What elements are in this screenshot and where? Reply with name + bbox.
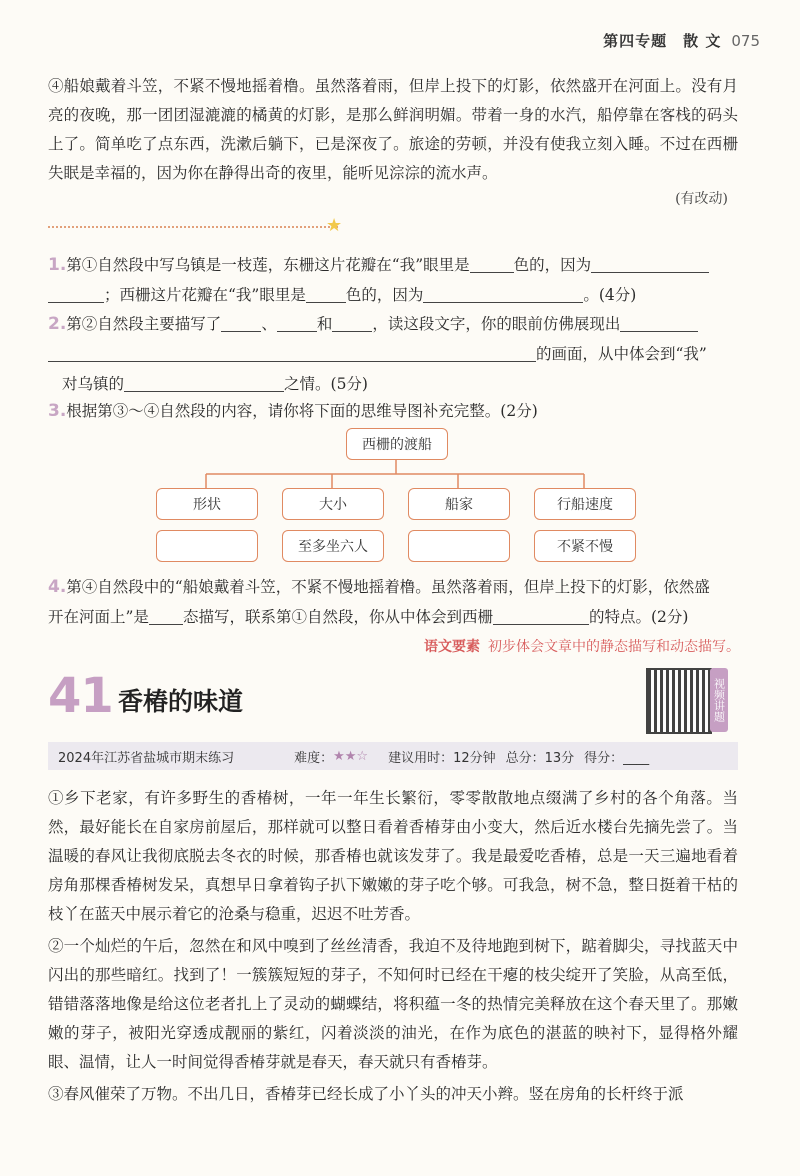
mindmap-branch-size: 大小: [282, 488, 384, 520]
exercise-info-bar: [48, 742, 738, 770]
question-text: ；西栅这片花瓣在“我”眼里是: [104, 286, 306, 304]
article-paragraph-1: ①乡下老家，有许多野生的香椿树，一年一年生长繁衍，零零散散地点缀满了乡村的各个角落。当然，最好能长在自家房前屋后，那样就可以整日看着香椿芽由小变大，然后近水楼台先摘先尝了。当温暖的春风让我彻底脱去冬衣的时候，那香椿也就该发芽了。我是最爱吃香椿，总是一天三遍地看着房角那棵香椿树发呆，真想早日拿着钩子扒下嫩嫩的芽子吃个够。可我急，树不急，整日挺着干枯的枝丫在蓝天中展示着它的沧桑与稳重，迟迟不吐芳香。: [48, 789, 738, 923]
answer-blank[interactable]: [306, 284, 346, 303]
section-number: 41: [48, 668, 113, 724]
section-title: 香椿的味道: [118, 687, 244, 716]
source-note: (有改动): [675, 191, 728, 207]
question-text: 。(4分): [583, 286, 637, 304]
question-text: 第②自然段主要描写了: [66, 315, 222, 333]
header-title: 第四专题 散 文: [603, 32, 722, 50]
answer-blank[interactable]: [277, 313, 317, 332]
mindmap-branch-boatman: 船家: [408, 488, 510, 520]
question-text: 的特点。(2分): [588, 608, 689, 626]
answer-blank[interactable]: [48, 284, 104, 303]
answer-blank[interactable]: [48, 343, 536, 362]
question-text: 第④自然段中的“船娘戴着斗笠，不紧不慢地摇着橹。虽然落着雨，但岸上投下的灯影，依然盛: [66, 578, 710, 596]
qr-code-icon[interactable]: [646, 668, 712, 734]
answer-blank[interactable]: [470, 254, 514, 273]
question-text: 之情。(5分): [284, 375, 368, 393]
difficulty-stars: ★★☆: [333, 748, 369, 764]
answer-blank[interactable]: [149, 606, 183, 625]
answer-blank[interactable]: [332, 313, 372, 332]
mindmap-branch-shape: 形状: [156, 488, 258, 520]
chinese-element-text: 初步体会文章中的静态描写和动态描写。: [488, 639, 740, 655]
answer-blank[interactable]: [423, 284, 583, 303]
answer-blank[interactable]: [124, 373, 284, 392]
question-1: [48, 250, 738, 310]
video-explain-tag: 视频讲题: [710, 668, 728, 732]
mindmap-answer-speed: 不紧不慢: [534, 530, 636, 562]
mindmap-answer-size: 至多坐六人: [282, 530, 384, 562]
mindmap-branch-speed: 行船速度: [534, 488, 636, 520]
mindmap-root: 西栅的渡船: [346, 428, 448, 460]
paragraph-4: ④船娘戴着斗笠，不紧不慢地摇着橹。虽然落着雨，但岸上投下的灯影，依然盛开在河面上。没有月亮的夜晚，那一团团湿漉漉的橘黄的灯影，是那么鲜润明媚。带着一身的水汽，船停靠在客栈的码头上了。简单吃了点东西，洗漱后躺下，已是深夜了。旅途的劳顿，并没有使我立刻入睡。不过在西栅失眠是幸福的，因为你在静得出奇的夜里，能听见淙淙的流水声。: [48, 77, 738, 182]
divider: [48, 226, 338, 228]
question-text: 态描写，联系第①自然段，你从中体会到西栅: [182, 608, 493, 626]
question-text: ，读这段文字，你的眼前仿佛展现出: [372, 315, 621, 333]
question-number: 3.: [48, 401, 67, 421]
question-number: 1.: [48, 255, 67, 275]
score-field[interactable]: 得分：____: [584, 750, 650, 766]
exercise-source: 2024年江苏省盐城市期末练习: [58, 750, 235, 766]
page-header: [603, 30, 760, 51]
question-number: 4.: [48, 577, 67, 597]
question-text: 和: [316, 315, 333, 333]
chinese-element-note: [424, 636, 740, 656]
question-3: [48, 396, 738, 426]
total-score: 总分：13分: [505, 750, 575, 766]
mindmap-answer-shape[interactable]: [156, 530, 258, 562]
answer-blank[interactable]: [591, 254, 709, 273]
question-text: 的画面，从中体会到“我”: [536, 345, 707, 363]
question-4: [48, 572, 738, 632]
question-text: 色的，因为: [345, 286, 424, 304]
page-number: 075: [731, 32, 760, 50]
question-text: 第①自然段中写乌镇是一枝莲，东栅这片花瓣在“我”眼里是: [66, 256, 470, 274]
answer-blank[interactable]: [493, 606, 589, 625]
question-text: 根据第③～④自然段的内容，请你将下面的思维导图补充完整。(2分): [66, 402, 538, 420]
question-number: 2.: [48, 314, 67, 334]
article-paragraph-3: ③春风催荣了万物。不出几日，香椿芽已经长成了小丫头的冲天小辫。竖在房角的长杆终于派: [48, 1085, 684, 1103]
question-2: [48, 309, 738, 399]
answer-blank[interactable]: [620, 313, 698, 332]
question-text: 对乌镇的: [62, 375, 125, 393]
answer-blank[interactable]: [221, 313, 261, 332]
star-icon: ★: [326, 215, 343, 236]
suggested-time: 建议用时：12分钟: [388, 750, 496, 766]
difficulty-label: 难度：: [294, 750, 334, 766]
chinese-element-tag: 语文要素: [424, 639, 480, 655]
question-text: 开在河面上”是: [48, 608, 149, 626]
mindmap-answer-boatman[interactable]: [408, 530, 510, 562]
question-text: 、: [261, 315, 277, 333]
question-text: 色的，因为: [513, 256, 592, 274]
article-paragraph-2: ②一个灿烂的午后，忽然在和风中嗅到了丝丝清香，我迫不及待地跑到树下，踮着脚尖，寻找蓝天中闪出的那些暗红。找到了！一簇簇短短的芽子，不知何时已经在干瘪的枝尖绽开了笑脸，从高至低，错错落落地像是给这位老者扎上了灵动的蝴蝶结，将积蕴一冬的热情完美释放在这个春天里了。那嫩嫩的芽子，被阳光穿透成靓丽的紫红，闪着淡淡的油光，在作为底色的湛蓝的映衬下，显得格外耀眼、温情，让人一时间觉得香椿芽就是春天，春天就只有香椿芽。: [48, 937, 738, 1071]
